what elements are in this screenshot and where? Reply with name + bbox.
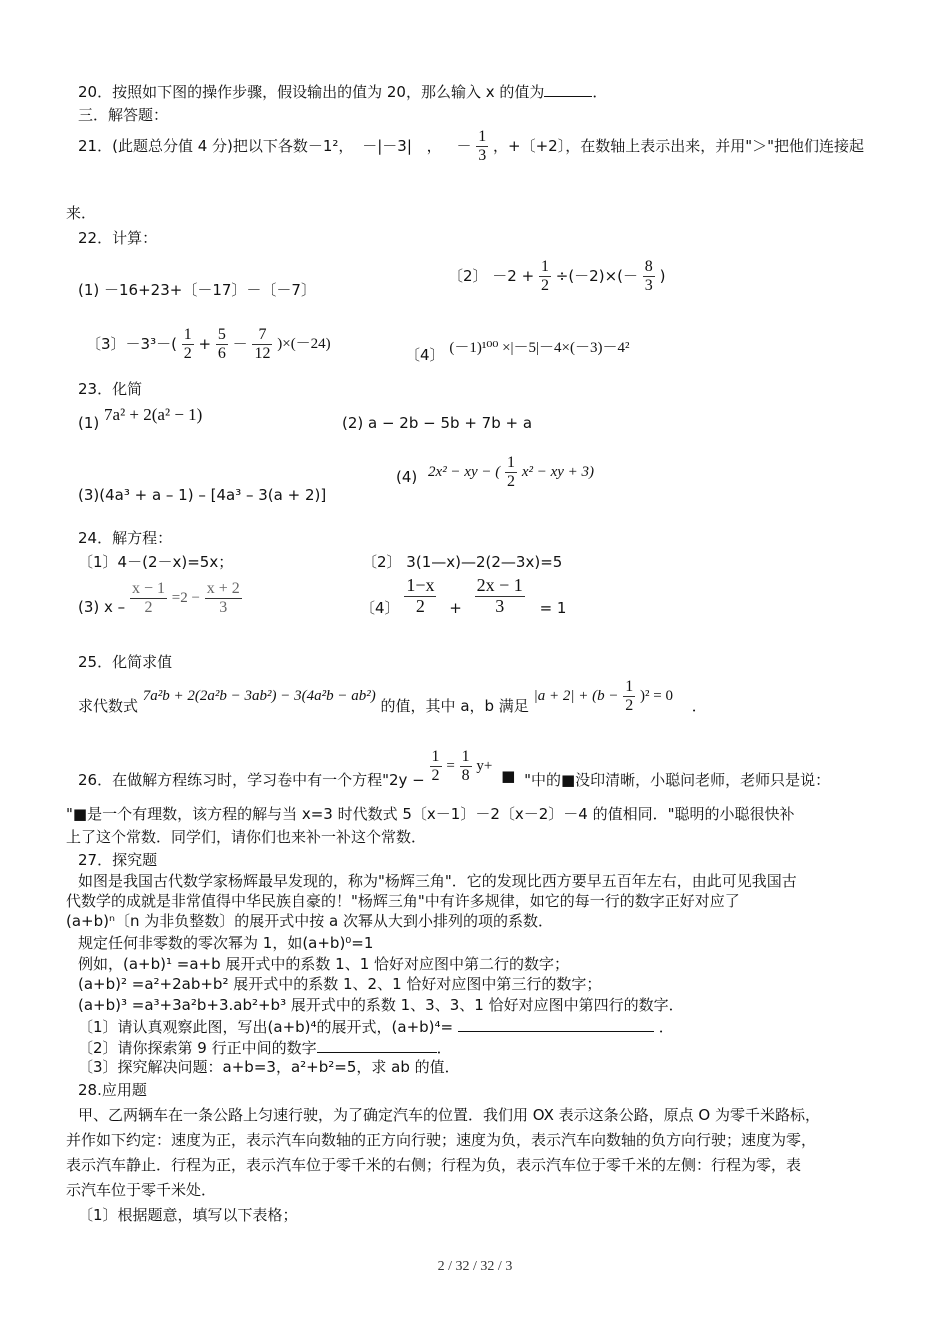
question-22-title: 22．计算： [78,229,158,247]
q25-body: 求代数式 7a²b + 2(2a²b − 3ab²) − 3(4a²b − ab²) 的值，其中 a，b 满足 |a + 2| + (b − $\frac{1}{2}$ )² = 0 ． [78,678,707,716]
q22-part1: (1) －16+23+〔－17〕－〔－7〕 [78,281,316,299]
question-21: 21．(此题总分值 4 分)把以下各数－1²， －|－3| ， － $\frac{1}{3}$ ，+〔+2〕，在数轴上表示出来，并用"＞"把他们连接起 [78,128,865,164]
fraction: $\frac{1}{2}$ [625,678,634,714]
fraction: $\frac{5}{6}$ [217,326,226,362]
question-28-title: 28.应用题 [78,1081,147,1099]
question-24-title: 24．解方程： [78,529,173,547]
question-25-title: 25．化简求值 [78,653,173,671]
q22-part2: 〔2〕 －2 + $\frac{1}{2}$ ÷(－2)×(－ $\frac{8}{3}$ ) [448,258,666,294]
q27-line: (a+b)³ =a³+3a²b+3.ab²+b³ 展开式中的系数 1、3、3、1 恰好对应图中第四行的数字． [78,996,684,1014]
fraction: $\frac{x + 2}{3}$ [206,580,240,616]
answer-blank [317,1038,437,1053]
smudged-square: ■ [501,767,516,786]
fraction: $\frac{7}{12}$ [254,326,271,362]
section-heading: 三．解答题： [78,106,169,124]
fraction: $\frac{2x - 1}{3}$ [476,575,523,616]
q28-line: 甲、乙两辆车在一条公路上匀速行驶，为了确定汽车的位置．我们用 OX 表示这条公路，原点 O 为零千米路标， [78,1106,821,1124]
question-20: 20．按照如下图的操作步骤，假设输出的值为 20，那么输入 x 的值为 ． [78,83,608,101]
q27-line: 规定任何非零数的零次幂为 1，如(a+b)⁰=1 [78,934,374,952]
q27-line: (a+b)ⁿ〔n 为非负整数〕的展开式中按 a 次幂从大到小排列的项的系数． [66,912,553,930]
q27-line: 如图是我国古代数学家杨辉最早发现的，称为"杨辉三角"．它的发现比西方要早五百年左右，由此可见我国古 [78,872,797,890]
page-number: 2 / 32 / 32 / 3 [437,1259,513,1274]
answer-blank [458,1017,654,1032]
fraction: $\frac{1}{2}$ [183,326,192,362]
question-27-title: 27．探究题 [78,851,158,869]
question-26: 26．在做解方程练习时，学习卷中有一个方程"2y − $\frac{1}{2}$ = $\frac{1}{8}$ y+ ■ "中的■没印清晰，小聪问老师，老师只是说： [78,748,831,790]
question-23-title: 23．化简 [78,380,143,398]
q27-part1: 〔1〕请认真观察此图，写出(a+b)⁴的展开式，(a+b)⁴= ． [78,1018,674,1036]
q27-part3: 〔3〕探究解决问题：a+b=3，a²+b²=5，求 ab 的值． [78,1058,460,1076]
q24-part2: 〔2〕 3(1—x)—2(2—3x)=5 [362,553,563,571]
fraction: $\frac{1}{8}$ [461,748,470,784]
q27-line: 代数学的成就是非常值得中华民族自豪的！"杨辉三角"中有许多规律，如它的每一行的数字正好对应了 [66,892,740,910]
q28-line: 示汽车位于零千米处． [66,1181,217,1199]
answer-blank [544,82,592,97]
q23-part2: (2) a − 2b − 5b + 7b + a [342,414,533,432]
q23-part4: (4) 2x² − xy − ( $\frac{1}{2}$ x² − xy + 3) [396,454,595,490]
q22-part3: 〔3〕－3³－( $\frac{1}{2}$ + $\frac{5}{6}$ － $\frac{7}{12}$ )×(－24) [86,326,331,362]
question-26-line2: "■是一个有理数，该方程的解与当 x=3 时代数式 5〔x－1〕－2〔x－2〕－4 的值相同．"聪明的小聪很快补 [66,805,795,823]
question-26-line3: 上了这个常数．同学们，请你们也来补一补这个常数． [66,828,427,846]
q27-line: 例如，(a+b)¹ =a+b 展开式中的系数 1、1 恰好对应图中第二行的数字； [78,955,570,973]
q24-part3: (3) x – $\frac{x - 1}{2}$ =2 − $\frac{x + 2}{3}$ [78,580,240,617]
q23-part3: (3)(4a³ + a – 1) – [4a³ – 3(a + 2)] [78,486,327,504]
fraction: $\frac{1}{2}$ [431,748,440,784]
fraction: $\frac{1}{2}$ [540,258,549,294]
q28-line: 表示汽车静止．行程为正，表示汽车位于零千米的右侧；行程为负，表示汽车位于零千米的左侧：行程为零，表 [66,1156,802,1174]
q28-line: 并作如下约定：速度为正，表示汽车向数轴的正方向行驶；速度为负，表示汽车向数轴的负方向行驶；速度为零， [66,1131,817,1149]
q24-part4: 〔4〕 $\frac{1-x}{2}$ + $\frac{2x - 1}{3}$ = 1 [360,575,567,618]
q24-part1: 〔1〕4－(2－x)=5x； [78,553,234,571]
q23-part1: (1) 7a² + 2(a² − 1) [78,405,203,432]
fraction: $\frac{1}{3}$ [478,128,487,164]
q28-line: 〔1〕根据题意，填写以下表格； [78,1206,298,1224]
fraction: $\frac{x - 1}{2}$ [131,580,165,616]
fraction: $\frac{1}{2}$ [507,454,516,490]
q22-part4: 〔4〕 (－1)¹⁰⁰ ×|－5|－4×(－3)－4² [405,340,630,364]
question-21-wrap: 来． [66,204,97,222]
q27-line: (a+b)² =a²+2ab+b² 展开式中的系数 1、2、1 恰好对应图中第三行的数字； [78,975,602,993]
fraction: $\frac{8}{3}$ [644,258,653,294]
q27-part2: 〔2〕请你探索第 9 行正中间的数字 ． [78,1039,452,1057]
fraction: $\frac{1-x}{2}$ [406,575,435,616]
